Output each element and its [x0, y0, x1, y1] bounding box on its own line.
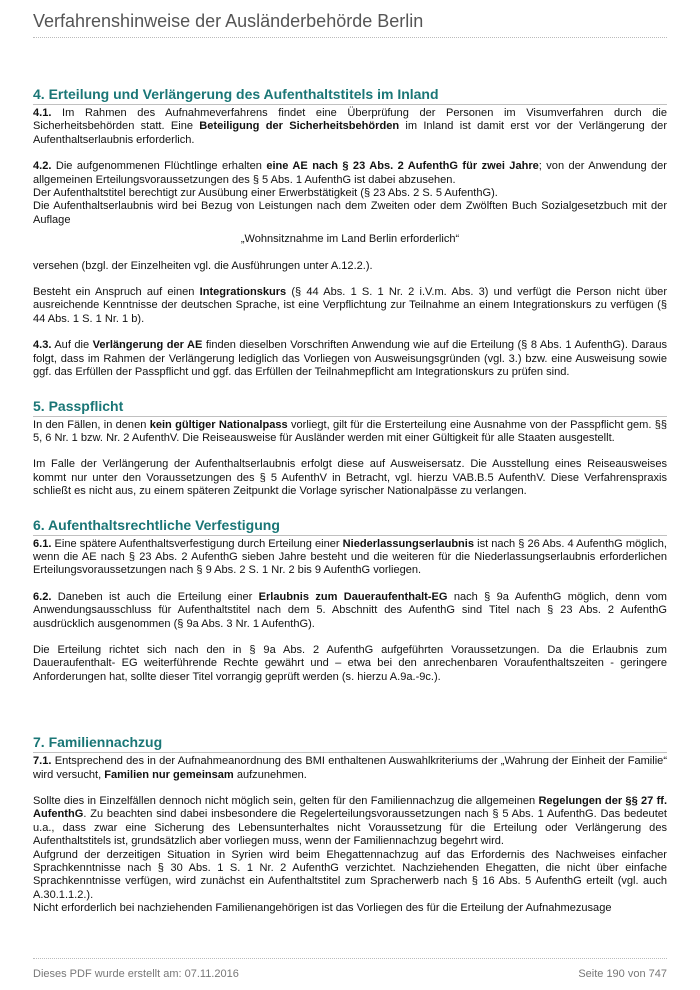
text: Sollte dies in Einzelfällen dennoch nicht möglich sein, gelten für den Familiennachzug die allgemeinen: [33, 795, 539, 807]
text: finden dieselben Vorschriften Anwendung wie auf die Erteilung (§ 8 Abs. 1 AufenthG). Daraus folgt, dass im Rahmen der Verlängerung lediglich das Vorliegen von Ausweisungsgründen (vgl. 3.) bzw. eine Ausweisung sowie ggf. das Erfüllen der Passpflicht und ggf. das Erfüllen der Teilnahmepflicht am Integrationskurs zu prüfen sind.: [33, 339, 667, 379]
paragraph-6-2: [33, 591, 667, 631]
paragraph-7-2: [33, 795, 667, 916]
text-line: Aufgrund der derzeitigen Situation in Syrien wird beim Ehegattennachzug auf das Erfordernis des Nachweises einfacher Sprachkenntnisse nach § 30 Abs. 1 S. 1 Nr. 2 AufenthG verzichtet. Nachziehenden Ehegatten, die nicht über einfache Sprachkenntnisse verfügen, wird zunächst ein Aufenthaltstitel zum Spracherwerb nach § 16 Abs. 5 AufenthG erteilt (vgl. auch A.30.1.1.2.).: [33, 848, 667, 901]
text: Im Rahmen des Aufnahmeverfahrens findet eine Überprüfung der Personen im Visumverfahren durch die Sicherheitsbehörden statt. Eine: [33, 107, 667, 133]
text: nach § 9a AufenthG möglich, denn vom Anwendungsausschluss für Aufenthaltstitel nach dem 5. Abschnitt des AufenthG sind Titel nach § 23 Abs. 2 AufenthG ausdrücklich ausgenommen (§ 9a Abs. 3 Nr. 1 AufenthG).: [33, 590, 667, 630]
text: ist nach § 26 Abs. 4 AufenthG möglich, wenn die AE nach § 23 Abs. 2 AufenthG sieben Jahre besteht und die weiteren für die Niederlassungserlaubnis erforderlichen Erteilungsvoraussetzungen nach § 9 Abs. 2 S. 1 Nr. 2 bis 9 AufenthG vorliegen.: [33, 537, 667, 577]
paragraph-number: 6.1.: [33, 537, 52, 550]
text-line: Nicht erforderlich bei nachziehenden Familienangehörigen ist das Vorliegen des für die Erteilung der Aufnahmezusage: [33, 902, 612, 915]
text: Besteht ein Anspruch auf einen: [33, 286, 200, 299]
text: . Zu beachten sind dabei insbesondere die Regelerteilungsvoraussetzungen nach § 5 Abs. 1 AufenthG. Das bedeutet u.a., dass zwar eine Sicherung des Lebensunterhaltes nicht Voraussetzung für die Erteilung oder Verlängerung des Aufenthaltstitels ist, grundsätzlich aber vorliegen muss, wenn der Familiennachzug begehrt wird.: [33, 808, 667, 848]
paragraph-integration-course: [33, 286, 667, 326]
emphasis: Beteiligung der Sicherheitsbehörden: [199, 120, 400, 133]
paragraph-number: 6.2.: [33, 590, 52, 603]
quoted-condition: „Wohnsitznahme im Land Berlin erforderlich“: [240, 233, 460, 246]
text: In den Fällen, in denen: [33, 418, 150, 431]
section-5: [33, 398, 667, 499]
paragraph-6-1: [33, 538, 667, 578]
page-header-title: Verfahrenshinweise der Ausländerbehörde Berlin: [33, 11, 424, 31]
emphasis: Integrationskurs: [199, 286, 287, 299]
text: Eine spätere Aufenthaltsverfestigung durch Erteilung einer: [51, 537, 343, 550]
emphasis: kein gültiger Nationalpass: [149, 418, 288, 431]
section-7-title: 7. Familiennachzug: [33, 734, 667, 753]
emphasis: eine AE nach § 23 Abs. 2 AufenthG für zwei Jahre: [266, 160, 539, 173]
text: Die aufgenommenen Flüchtlinge erhalten: [51, 160, 267, 173]
paragraph-5-2: Im Falle der Verlängerung der Aufenthaltserlaubnis erfolgt diese auf Ausweisersatz. Die Ausstellung eines Reiseausweises kommt nur unter den Voraussetzungen des § 5 AufenthV in Betracht, vgl. hierzu VAB.B.5 AufenthV. Diese Verfahrenspraxis schließt es nicht aus, zu einem späteren Zeitpunkt die Vorlage syrischer Nationalpässe zu verlangen.: [33, 458, 667, 498]
paragraph-4-2: [33, 160, 667, 227]
paragraph-6-3: Die Erteilung richtet sich nach den in § 9a Abs. 2 AufenthG aufgeführten Voraussetzungen. Da die Erlaubnis zum Daueraufenthalt- EG weiterführende Rechte gewährt und – etwa bei den anrechenbaren Voraufenthaltszeiten - geringere Anforderungen hat, sollte dieser Titel vorrangig geprüft werden (s. hierzu A.9a.-9c.).: [33, 643, 667, 683]
section-7: [33, 734, 667, 915]
document-body: [33, 86, 667, 934]
text: ; von der Anwendung der allgemeinen Erteilungsvoraussetzungen des § 5 Abs. 1 AufenthG ist dabei abzusehen.: [33, 160, 667, 186]
paragraph-number: 4.1.: [33, 107, 52, 119]
text: Auf die: [51, 339, 93, 352]
text: im Inland ist damit erst vor der Verlängerung der Aufenthaltserlaubnis erforderlich.: [33, 120, 667, 146]
text-line: Der Aufenthaltstitel berechtigt zur Ausübung einer Erwerbstätigkeit (§ 23 Abs. 2 S. 5 AufenthG).: [33, 187, 498, 200]
section-6-title: 6. Aufenthaltsrechtliche Verfestigung: [33, 517, 667, 536]
emphasis: Familien nur gemeinsam: [104, 768, 234, 781]
text-line: Die Aufenthaltserlaubnis wird bei Bezug von Leistungen nach dem Zweiten oder dem Zwölften Buch Sozialgesetzbuch mit der Auflage: [33, 200, 667, 226]
footer-created-date: Dieses PDF wurde erstellt am: 07.11.2016: [33, 968, 239, 980]
section-4-title: 4. Erteilung und Verlängerung des Aufenthaltstitels im Inland: [33, 86, 667, 105]
emphasis: Erlaubnis zum Daueraufenthalt-EG: [258, 590, 448, 603]
footer-page-number: Seite 190 von 747: [578, 968, 667, 980]
paragraph-number: 7.1.: [33, 755, 52, 768]
text: aufzunehmen.: [233, 768, 307, 781]
paragraph-number: 4.3.: [33, 339, 52, 352]
emphasis: Regelungen der §§ 27 ff. AufenthG: [33, 795, 668, 821]
text: Entsprechend des in der Aufnahmeanordnung des BMI enthaltenen Auswahlkriteriums der „Wahrung der Einheit der Familie“ wird versucht,: [33, 755, 667, 781]
paragraph-4-2-cont: versehen (bzgl. der Einzelheiten vgl. die Ausführungen unter A.12.2.).: [33, 259, 373, 272]
section-6: [33, 517, 667, 685]
paragraph-4-1: [33, 107, 667, 147]
section-5-title: 5. Passpflicht: [33, 398, 667, 417]
text: vorliegt, gilt für die Ersterteilung eine Ausnahme von der Passpflicht gem. §§ 5, 6 Nr. 1 bzw. Nr. 2 AufenthV. Die Reiseausweise für Ausländer werden mit einer Gültigkeit für alle Staaten ausgestellt.: [33, 418, 667, 444]
text: (§ 44 Abs. 1 S. 1 Nr. 2 i.V.m. Abs. 3) und verfügt die Person nicht über ausreichende Kenntnisse der deutschen Sprache, ist eine Verpflichtung zur Teilnahme an einem Integrationskurs zu verfügen (§ 44 Abs. 1 S. 1 Nr. 1 b).: [33, 286, 667, 325]
paragraph-5-1: [33, 419, 667, 446]
paragraph-number: 4.2.: [33, 160, 52, 173]
text: Daneben ist auch die Erteilung einer: [51, 590, 259, 603]
section-4: [33, 86, 667, 380]
paragraph-4-3: [33, 339, 667, 379]
paragraph-7-1: [33, 755, 667, 782]
emphasis: Verlängerung der AE: [92, 339, 203, 352]
footer-divider: [33, 958, 667, 959]
emphasis: Niederlassungserlaubnis: [342, 537, 475, 550]
header-divider: [33, 37, 667, 38]
